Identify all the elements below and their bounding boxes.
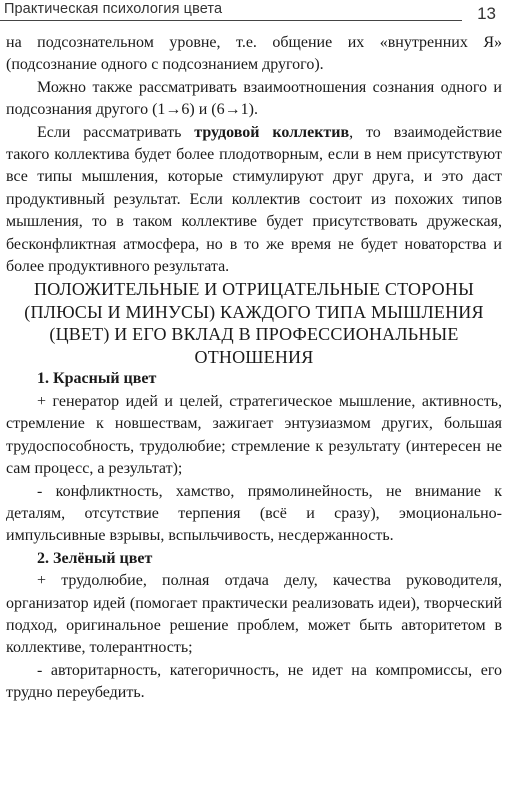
- paragraph-intro-2: Можно также рассматривать взаимоотношения сознания одного и подсознания другого (1→6) и (6→1).: [6, 78, 502, 119]
- paragraph-intro-1: на подсознательном уровне, т.е. общение их «внутренних Я» (подсознание одного с подсознанием другого).: [6, 34, 502, 74]
- page-body: [6, 32, 502, 705]
- red-plus: + генератор идей и целей, стратегическое мышление, активность, стремление к новшествам, зажигает энтузиазмом других, большая трудоспособность, трудолюбие; стремление к результату (интересен не сам процесс, а результат);: [6, 392, 502, 478]
- green-minus: - авторитарность, категоричность, не идет на компромиссы, его трудно переубедить.: [6, 661, 502, 702]
- team-text-end: , то взаимодействие такого коллектива будет более плодотворным, если в нем присутствуют все типы мышления, которые стимулируют друг друга, и это даст продуктивный результат. Если коллектив состоит из похожих типов мышления, то в таком коллективе будет присутствовать дружеская, бесконфликтная атмосфера, но в то же время не будет новаторства и более продуктивного результата.: [6, 123, 503, 276]
- green-plus: + трудолюбие, полная отдача делу, качества руководителя, организатор идей (помогает практически реализовать идеи), творческий подход, оригинальное решение проблем, может быть авторитетом в коллективе, толерантность;: [6, 572, 502, 657]
- running-header: [0, 0, 508, 26]
- red-minus: - конфликтность, хамство, прямолинейность, не внимание к деталям, отсутствие терпения (всё и сразу), эмоционально-импульсивные взрывы, вспыльчивость, несдержанность.: [6, 482, 502, 545]
- paragraph-team: [6, 122, 502, 279]
- team-text-start: Если рассматривать: [37, 123, 195, 141]
- red-heading: 1. Красный цвет: [37, 370, 157, 388]
- green-heading: 2. Зелёный цвет: [37, 549, 153, 567]
- running-header-title: Практическая психология цвета: [4, 1, 223, 17]
- section-heading: ПОЛОЖИТЕЛЬНЫЕ И ОТРИЦАТЕЛЬНЫЕ СТОРОНЫ (ПЛЮСЫ И МИНУСЫ) КАЖДОГО ТИПА МЫШЛЕНИЯ (ЦВЕТ) И ЕГО ВКЛАД В ПРОФЕССИОНАЛЬНЫЕ ОТНОШЕНИЯ: [24, 279, 484, 367]
- page-number: 13: [477, 4, 496, 23]
- team-term: трудовой коллектив: [194, 123, 350, 141]
- header-rule: [0, 20, 462, 21]
